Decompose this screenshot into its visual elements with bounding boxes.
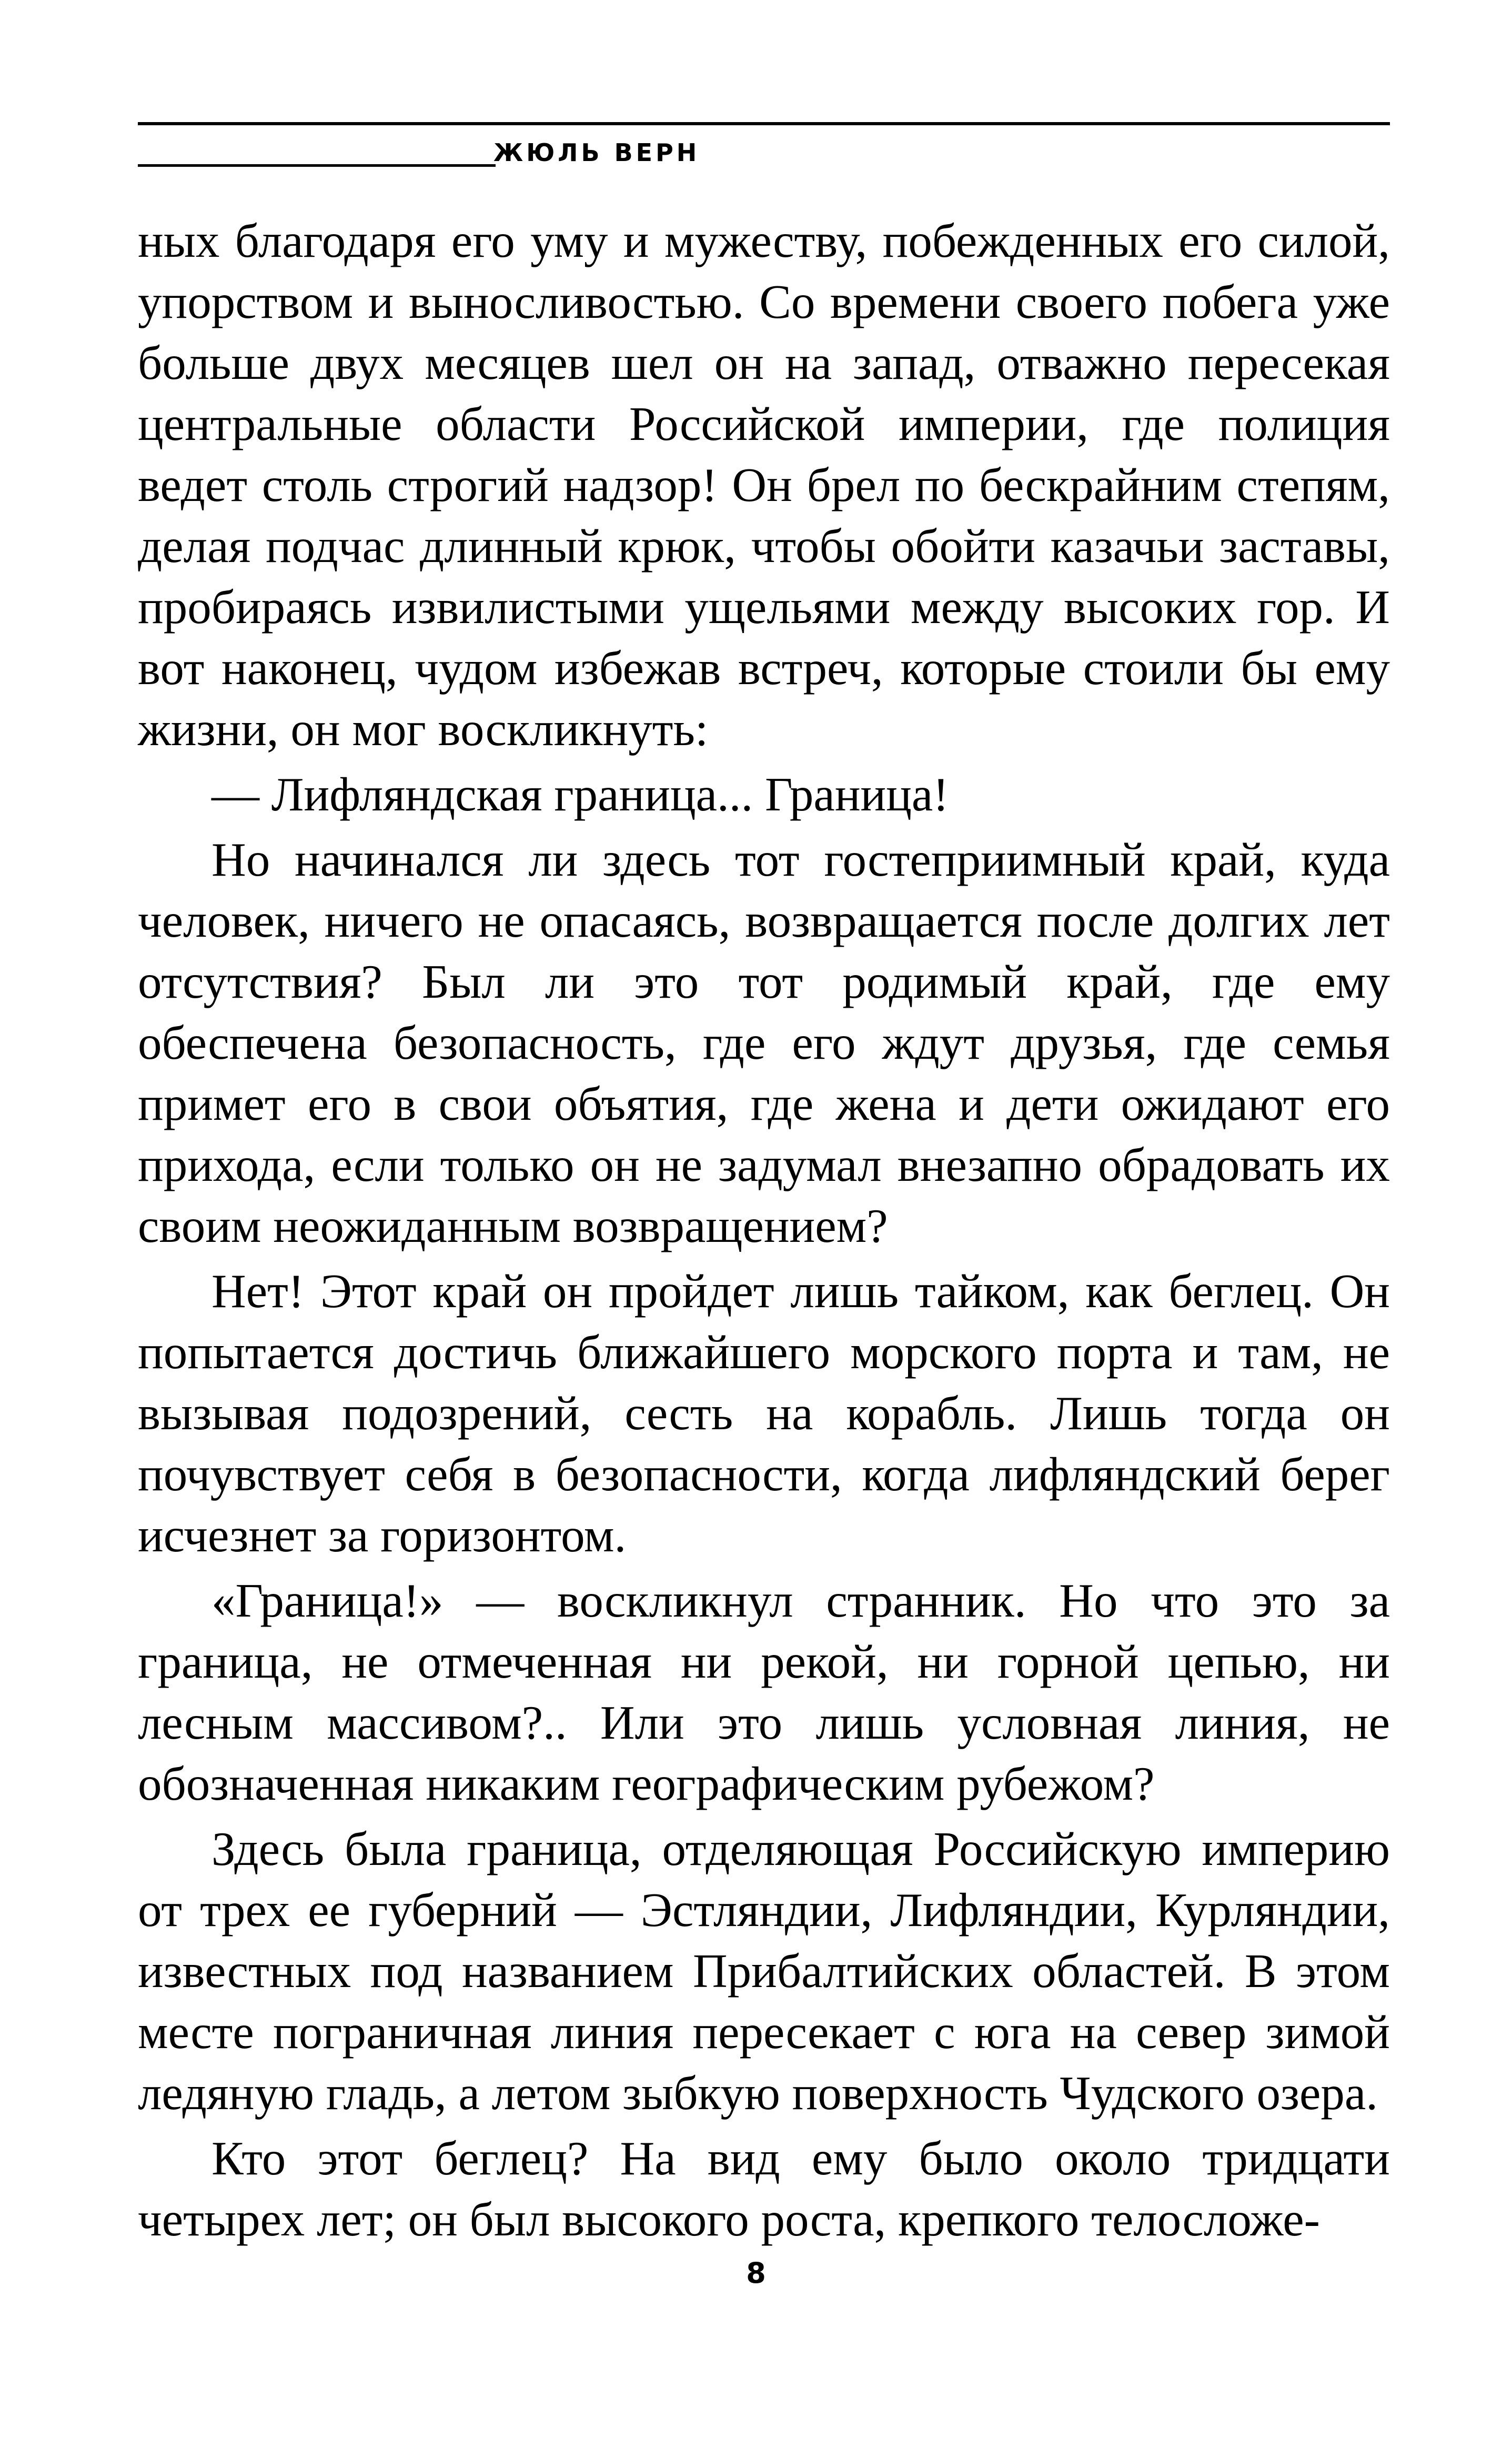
body-text [138, 210, 1390, 2254]
paragraph: Но начинался ли здесь тот гостеприимный край, куда человек, ничего не опасаясь, возвращается после долгих лет отсутствия? Был ли это тот родимый край, где ему обеспечена безопасность, где его ждут друзья, где семья примет его в свои объятия, где жена и дети ожидают его прихода, если только он не задумал внезапно обрадовать их своим неожиданным возвращением? [138, 833, 1390, 1252]
header-rule [138, 122, 1390, 125]
running-head-underline [138, 164, 496, 167]
paragraph: Здесь была граница, отделяющая Российскую империю от трех ее губерний — Эстляндии, Лифляндии, Курляндии, известных под названием Прибалтийских областей. В этом месте пограничная линия пересекает с юга на север зимой ледяную гладь, а летом зыбкую поверхность Чудского озера. [138, 1822, 1390, 2120]
running-head [138, 138, 700, 167]
paragraph: «Граница!» — воскликнул странник. Но что это за граница, не отмеченная ни рекой, ни горной цепью, ни лесным массивом?.. Или это лишь условная линия, не обозначенная никаким географическим рубежом? [138, 1574, 1390, 1810]
page-number: 8 [746, 2256, 766, 2290]
paragraph-dialogue: — Лифляндская граница... Граница! [211, 768, 949, 821]
running-head-title: ЖЮЛЬ ВЕРН [493, 138, 700, 167]
paragraph: Нет! Этот край он пройдет лишь тайком, как беглец. Он попытается достичь ближайшего морского порта и там, не вызывая подозрений, сесть на корабль. Лишь тогда он почувствует себя в безопасности, когда лифляндский берег исчезнет за горизонтом. [138, 1265, 1390, 1562]
paragraph-continues: Кто этот беглец? На вид ему было около тридцати четырех лет; он был высокого роста, крепкого телосложе- [138, 2132, 1390, 2246]
paragraph-continued: ных благодаря его уму и мужеству, побежденных его силой, упорством и выносливостью. Со времени своего побега уже больше двух месяцев шел он на запад, отважно пересекая центральные области Российской империи, где полиция ведет столь строгий надзор! Он брел по бескрайним степям, делая подчас длинный крюк, чтобы обойти казачьи заставы, пробираясь извилистыми ущельями между высоких гор. И вот наконец, чудом избежав встреч, которые стоили бы ему жизни, он мог воскликнуть: [138, 214, 1390, 756]
